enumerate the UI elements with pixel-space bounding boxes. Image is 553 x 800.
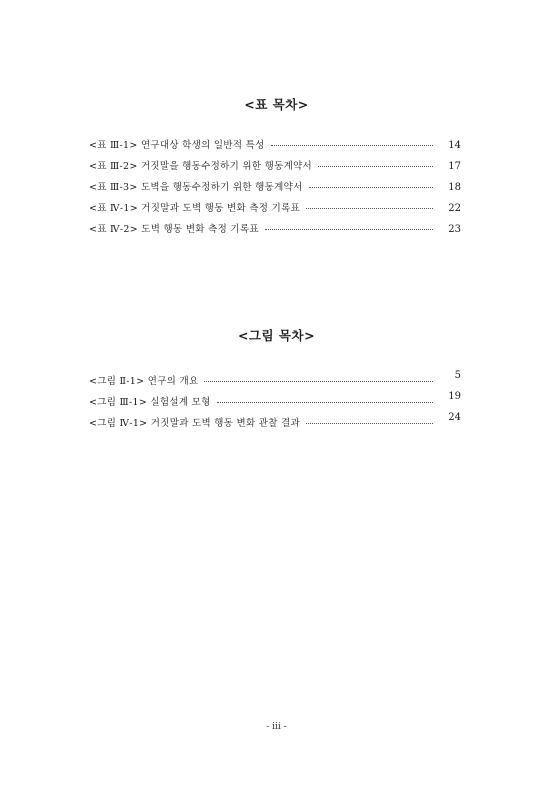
toc-entry[interactable]	[89, 370, 461, 394]
dot-leader	[271, 145, 433, 146]
toc-entry-page: 14	[448, 140, 461, 151]
figures-toc-title: <그림 목차>	[237, 328, 316, 343]
toc-entry-page: 22	[448, 203, 461, 214]
toc-entry-page: 24	[448, 412, 461, 423]
toc-entry[interactable]	[89, 200, 461, 221]
toc-entry-label: <표 Ⅳ-2> 도벽 행동 변화 측정 기록표	[89, 224, 259, 235]
tables-toc-title: <표 목차>	[244, 97, 309, 112]
toc-entry[interactable]	[89, 158, 461, 179]
toc-entry-page: 19	[448, 391, 461, 402]
toc-entry-label: <그림 Ⅳ-1> 거짓말과 도벽 행동 변화 관찰 결과	[89, 418, 301, 429]
dot-leader	[306, 208, 433, 209]
toc-entry-page: 18	[448, 182, 461, 193]
toc-entry-label: <그림 Ⅱ-1> 연구의 개요	[89, 376, 199, 387]
tables-toc-list	[89, 137, 461, 242]
dot-leader	[265, 229, 433, 230]
dot-leader	[306, 423, 433, 424]
dot-leader	[318, 166, 433, 167]
toc-entry-label: <표 Ⅲ-2> 거짓말을 행동수정하기 위한 행동계약서	[89, 161, 313, 172]
toc-entry-page: 5	[454, 370, 461, 381]
page-number: - iii -	[266, 722, 287, 732]
dot-leader	[204, 381, 433, 382]
dot-leader	[309, 187, 433, 188]
toc-entry-page: 23	[448, 224, 461, 235]
dot-leader	[217, 402, 433, 403]
toc-entry[interactable]	[89, 137, 461, 158]
toc-entry[interactable]	[89, 412, 461, 436]
toc-entry-label: <표 Ⅳ-1> 거짓말과 도벽 행동 변화 측정 기록표	[89, 203, 301, 214]
figures-toc-list	[89, 370, 461, 436]
toc-entry-label: <표 Ⅲ-1> 연구대상 학생의 일반적 특성	[89, 140, 265, 151]
toc-entry[interactable]	[89, 221, 461, 242]
toc-entry-label: <표 Ⅲ-3> 도벽을 행동수정하기 위한 행동계약서	[89, 182, 303, 193]
toc-entry-label: <그림 Ⅲ-1> 실험설계 모형	[89, 397, 211, 408]
toc-entry-page: 17	[448, 161, 461, 172]
toc-entry[interactable]	[89, 391, 461, 415]
toc-entry[interactable]	[89, 179, 461, 200]
